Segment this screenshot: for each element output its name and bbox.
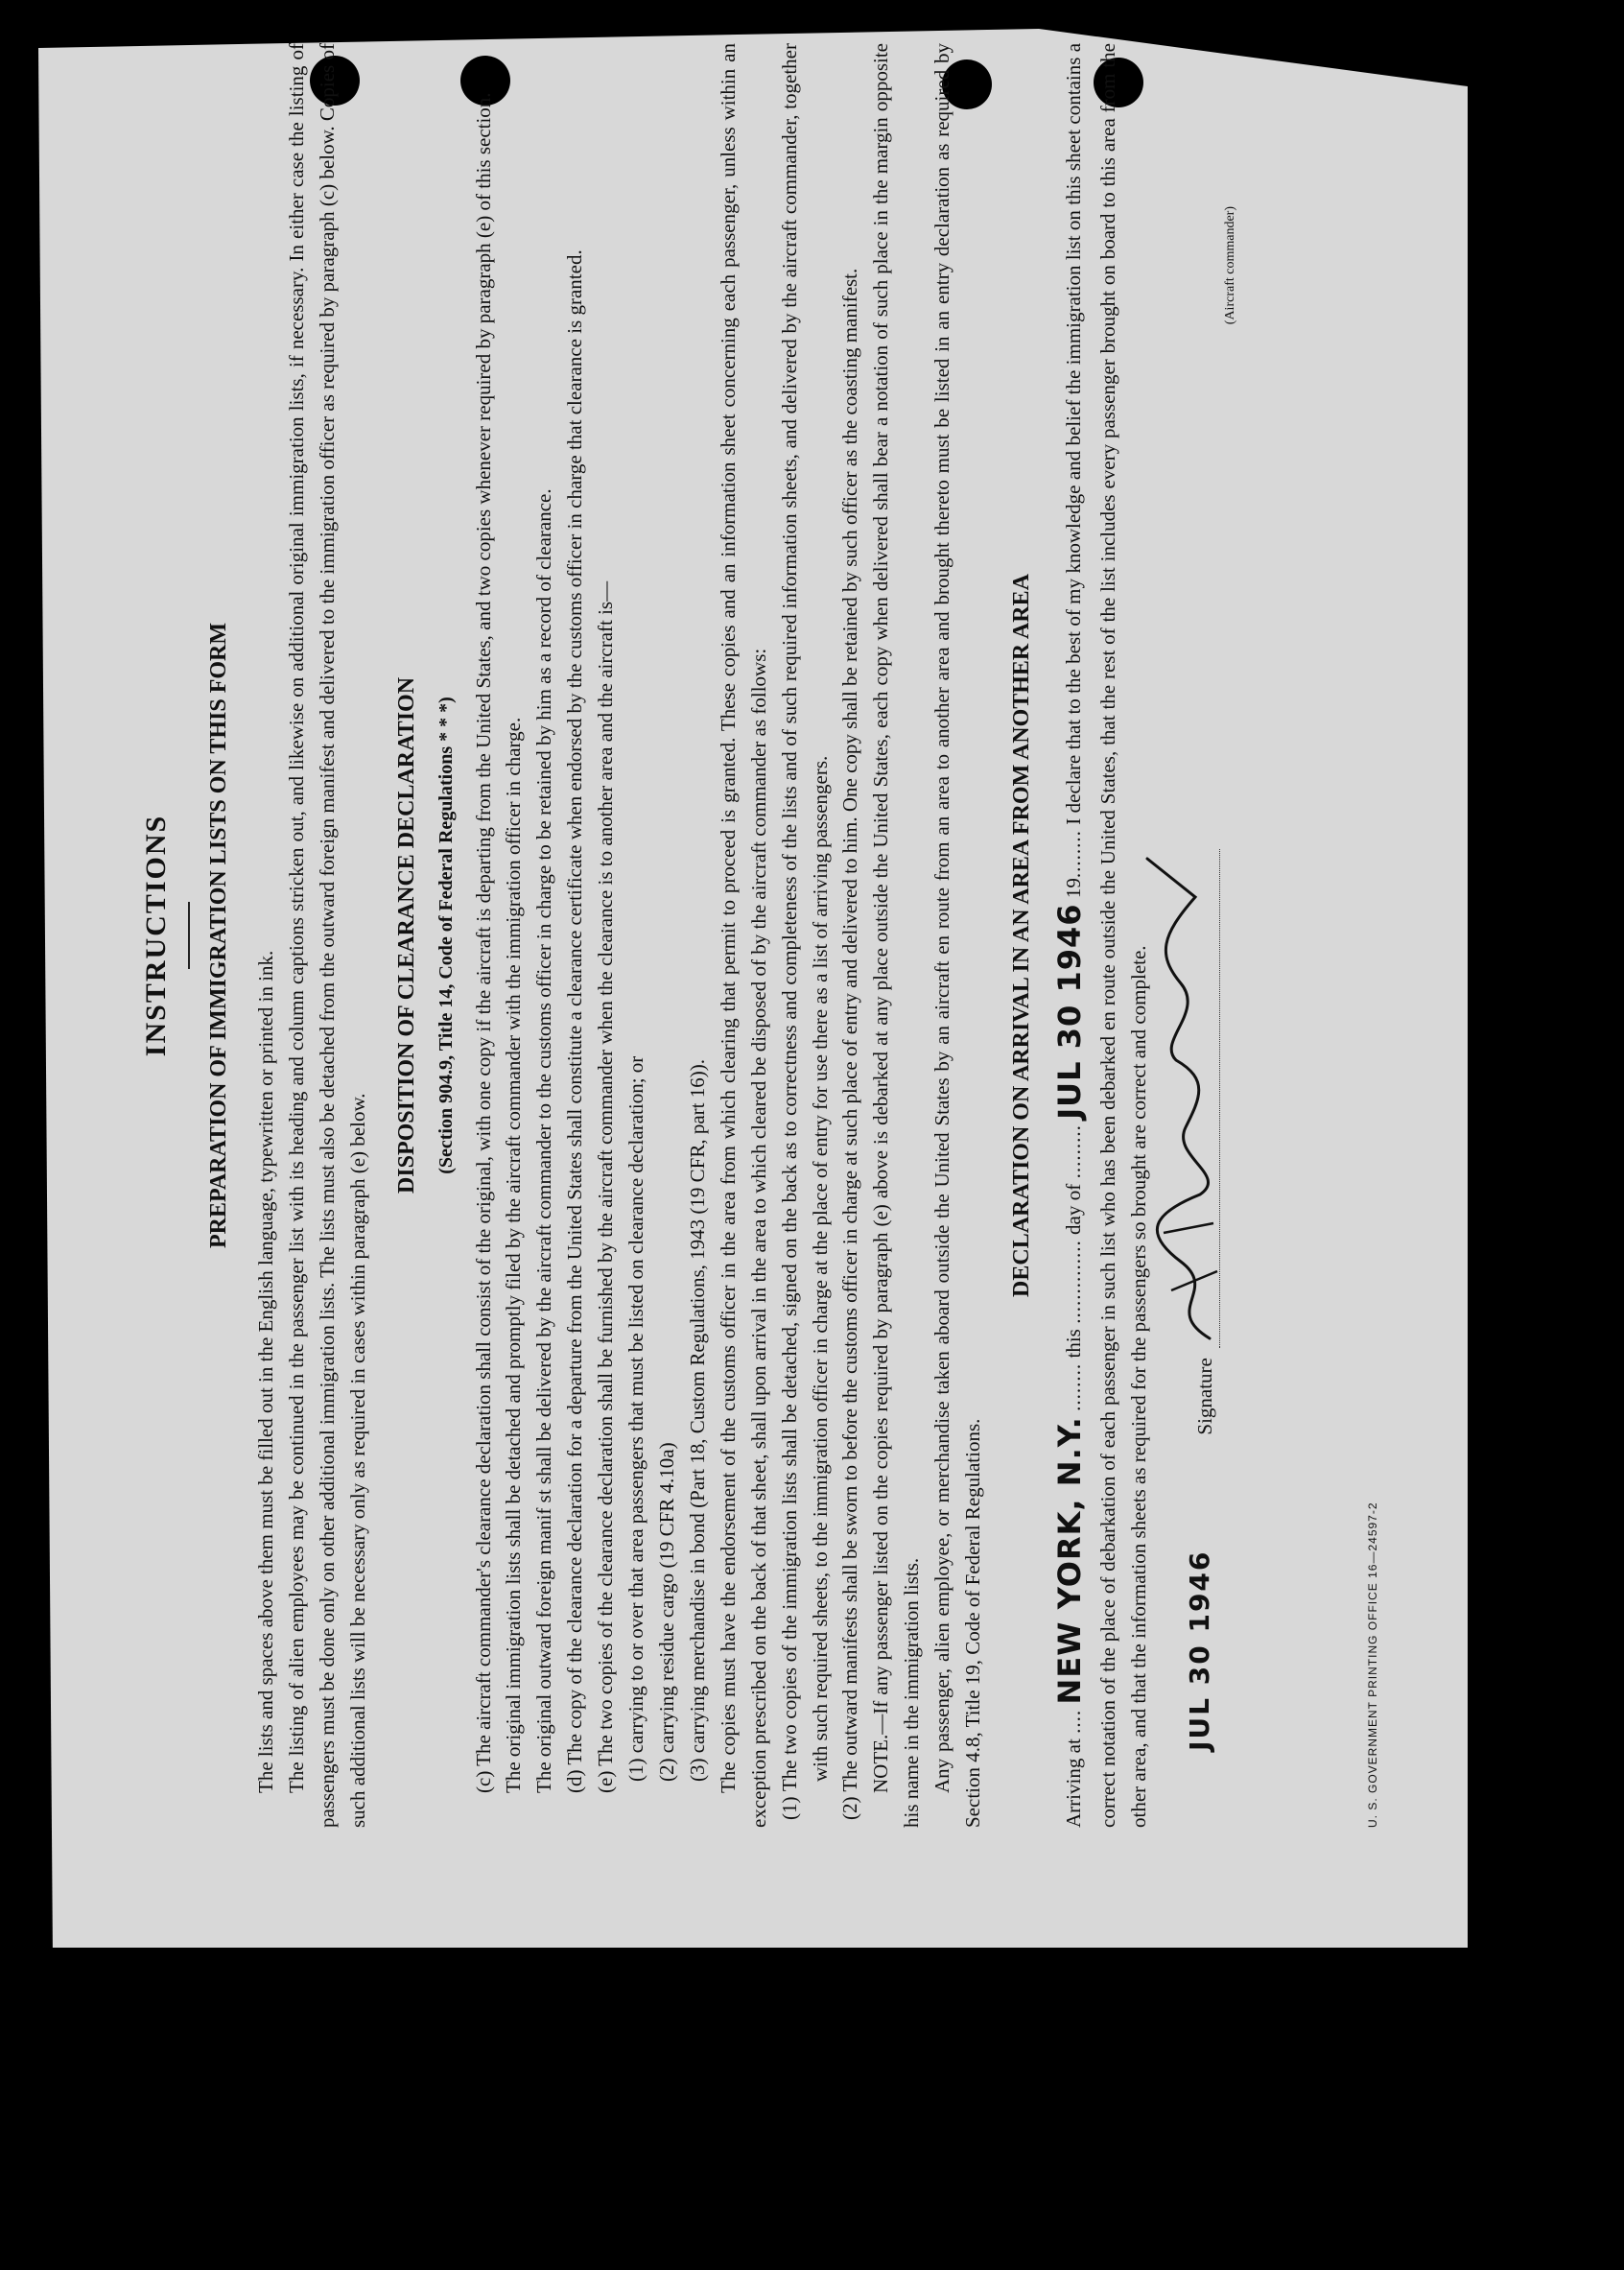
numbered-item: (1) The two copies of the immigration lists shall be detached, signed on the back as to correctness and completeness of the lists and of such required information sheets, and delivered by the aircraft commander, together with such required sheets, to the immigration officer in charge at the place of entry for use there as a list of arriving passengers. — [777, 43, 832, 1820]
signature-field — [1219, 849, 1220, 1348]
handwritten-signature — [1142, 849, 1229, 1348]
paragraph: The listing of alien employees may be continued in the passenger list with its heading and column captions stricken out, and likewise on additional original immigration lists, if necessary. In either case the listing of passengers must be done only on other additional immigration lists. The lists must also be detached from the outward foreign manifest and delivered to the immigration officer as required by paragraph (c) below. Copies of such additional lists will be necessary only as required in cases within paragraph (e) below. — [284, 43, 369, 1828]
paragraph: The lists and spaces above them must be filled out in the English language, typewritten or printed in ink. — [254, 950, 278, 1793]
paragraph: The copies must have the endorsement of the customs officer in the area from which clearing that permit to proceed is granted. These copies and an information sheet concerning each passenger, unless within an exception prescribed on the back of that sheet, shall upon arrival in the area to which cleared be disposed of by the aircraft commander as follows: — [716, 43, 770, 1828]
section-heading-declaration: DECLARATION ON ARRIVAL IN AN AREA FROM ANOTHER AREA — [1008, 574, 1034, 1297]
printing-office-footer: U. S. GOVERNMENT PRINTING OFFICE 16—24597-2 — [1365, 1502, 1379, 1828]
arriving-at-label: Arriving at — [1062, 1738, 1086, 1828]
declaration-text: I declare that to the best of my knowledge and belief the immigration list on this sheet contains a correct notation of the place of debarkation of each passenger in such list who has been debarked en route outside the United States, that the rest of the list includes every passenger brought on board to this area from the other area, and that the information sheets as required for the passengers so brought are correct and complete. — [1062, 42, 1150, 1828]
section-heading-disposition: DISPOSITION OF CLEARANCE DECLARATION — [393, 676, 419, 1194]
divider — [188, 902, 190, 969]
year-prefix: 19 — [1062, 878, 1086, 899]
arrival-place-stamp: NEW YORK, N.Y. — [1051, 1416, 1089, 1705]
arrival-line: Arriving at .... NEW YORK, N.Y. ........ this .............. day of ......... JUL 30 1946 19........ I declare that to the best of my knowledge and belief the immigration list on this sheet contains a correct notation of the place of debarkation of each passenger in such list who has been debarked en route outside the United States, that the rest of the list includes every passenger brought on board to this area from the other area, and that the information sheets as required for the passengers so brought are correct and complete. — [1051, 42, 1150, 1828]
signature-caption: (Aircraft commander) — [1223, 206, 1238, 325]
list-item: (3) carrying merchandise in bond (Part 18, Custom Regulations, 1943 (19 CFR, part 16)). — [685, 1059, 709, 1782]
numbered-item: (2) The outward manifests shall be sworn to before the customs officer in charge at such place of entry and delivered to him. One copy shall be retained by such officer as the coasting manifest. — [838, 268, 862, 1820]
this-label: this — [1062, 1329, 1086, 1359]
instructions-heading: INSTRUCTIONS — [140, 814, 172, 1057]
section-subheading: (Section 904.9, Title 14, Code of Federal Regulations * * *) — [435, 697, 458, 1174]
paragraph-e: (e) The two copies of the clearance declaration shall be furnished by the aircraft commander when the clearance is to another area and the aircraft is— — [594, 580, 618, 1793]
list-item: (2) carrying residue cargo (19 CFR 4.10a) — [654, 1442, 678, 1782]
paragraph: The original immigration lists shall be detached and promptly filed by the aircraft commander with the immigration officer in charge. — [502, 717, 526, 1793]
section-heading-preparation: PREPARATION OF IMMIGRATION LISTS ON THIS FORM — [205, 622, 231, 1249]
signature-label: Signature — [1192, 1358, 1216, 1435]
paragraph: The original outward foreign manif st shall be delivered by the aircraft commander to the customs officer in charge to be retained by him as a record of clearance. — [532, 488, 556, 1793]
list-item: (1) carrying to or over that area passengers that must be listed on clearance declaration; or — [624, 1055, 648, 1782]
arrival-date-stamp: JUL 30 1946 — [1051, 903, 1089, 1120]
signature-row — [1180, 43, 1221, 1828]
received-date-stamp: JUL 30 1946 — [1183, 1549, 1215, 1751]
paragraph-c: (c) The aircraft commander's clearance declaration shall consist of the original, with one copy if the aircraft is departing from the United States, and two copies whenever required by paragraph (e) of this section. — [471, 92, 495, 1793]
paragraph: Any passenger, alien employee, or merchandise taken aboard outside the United States by an aircraft en route from an area to another area and brought thereto must be listed in an entry declaration as required by Section 4.8, Title 19, Code of Federal Regulations. — [930, 43, 985, 1828]
day-of-label: day of — [1062, 1183, 1086, 1235]
paragraph-d: (d) The copy of the clearance declaration for a departure from the United States shall constitute a clearance certificate when endorsed by the customs officer in charge that clearance is granted. — [563, 249, 587, 1793]
rotated-content — [134, 43, 1381, 1828]
note-paragraph: NOTE.—If any passenger listed on the copies required by paragraph (e) above is debarked at any place outside the United States, each copy when delivered shall bear a notation of such place in the margin opposite his name in the immigration lists. — [869, 43, 924, 1828]
